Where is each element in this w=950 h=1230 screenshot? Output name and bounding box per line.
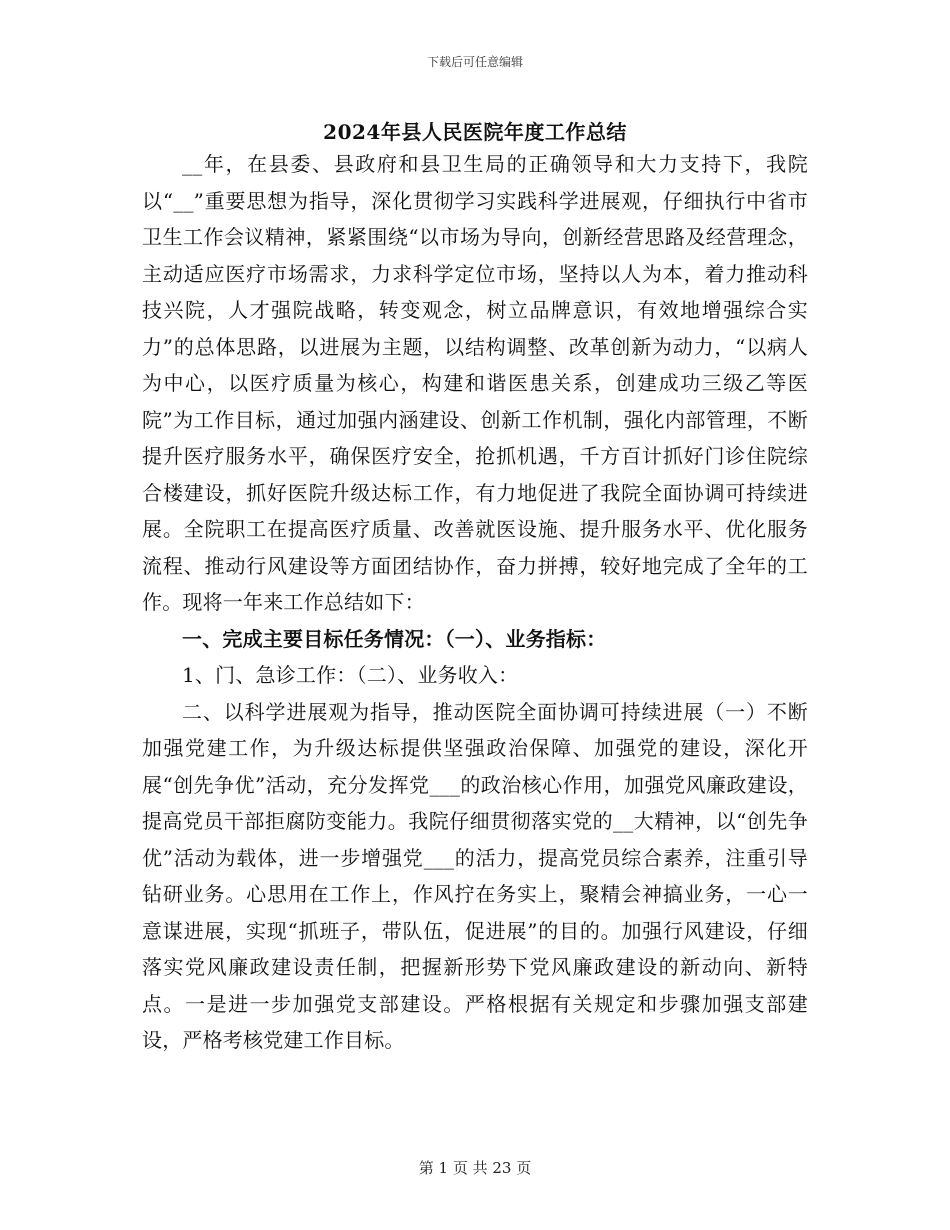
paragraph-intro: __年，在县委、县政府和县卫生局的正确领导和大力支持下，我院以“__”重要思想为指导，深化贯彻学习实践科学进展观，仔细执行中省市卫生工作会议精神，紧紧围绕“以市场为导向，创新经营思路及经营理念，主动适应医疗市场需求，力求科学定位市场，坚持以人为本，着力推动科技兴院，人才强院战略，转变观念，树立品牌意识，有效地增强综合实力”的总体思路，以进展为主题，以结构调整、改革创新为动力，“以病人为中心，以医疗质量为核心，构建和谐医患关系，创建成功三级乙等医院”为工作目标，通过加强内涵建设、创新工作机制，强化内部管理，不断提升医疗服务水平，确保医疗安全，抢抓机遇，千方百计抓好门诊住院综合楼建设，抓好医院升级达标工作，有力地促进了我院全面协调可持续进展。全院职工在提高医疗质量、改善就医设施、提升服务水平、优化服务流程、推动行风建设等方面团结协作，奋力拼搏，较好地完成了全年的工作。现将一年来工作总结如下： [142, 152, 808, 614]
page-header-note: 下载后可任意编辑 [426, 55, 523, 69]
paragraph-section-two: 二、以科学进展观为指导，推动医院全面协调可持续进展（一）不断加强党建工作，为升级达标提供坚强政治保障、加强党的建设，深化开展“创先争优”活动，充分发挥党___的政治核心作用，加强党风廉政建设，提高党员干部拒腐防变能力。我院仔细贯彻落实党的__大精神，以“创先争优”活动为载体，进一步增强党___的活力，提高党员综合素养，注重引导钻研业务。心思用在工作上，作风拧在务实上，聚精会神搞业务，一心一意谋进展，实现“抓班子，带队伍，促进展”的目的。加强行风建设，仔细落实党风廉政建设责任制，把握新形势下党风廉政建设的新动向、新特点。一是进一步加强党支部建设。严格根据有关规定和步骤加强支部建设，严格考核党建工作目标。 [142, 699, 808, 1052]
page-number: 第 1 页 共 23 页 [418, 1159, 532, 1177]
document-body [142, 146, 808, 1059]
paragraph-subitem: 1、门、急诊工作：（二）、业务收入： [182, 663, 519, 687]
section-heading-targets: 一、完成主要目标任务情况：（一）、业务指标： [182, 626, 607, 651]
document-title: 2024年县人民医院年度工作总结 [323, 120, 627, 144]
